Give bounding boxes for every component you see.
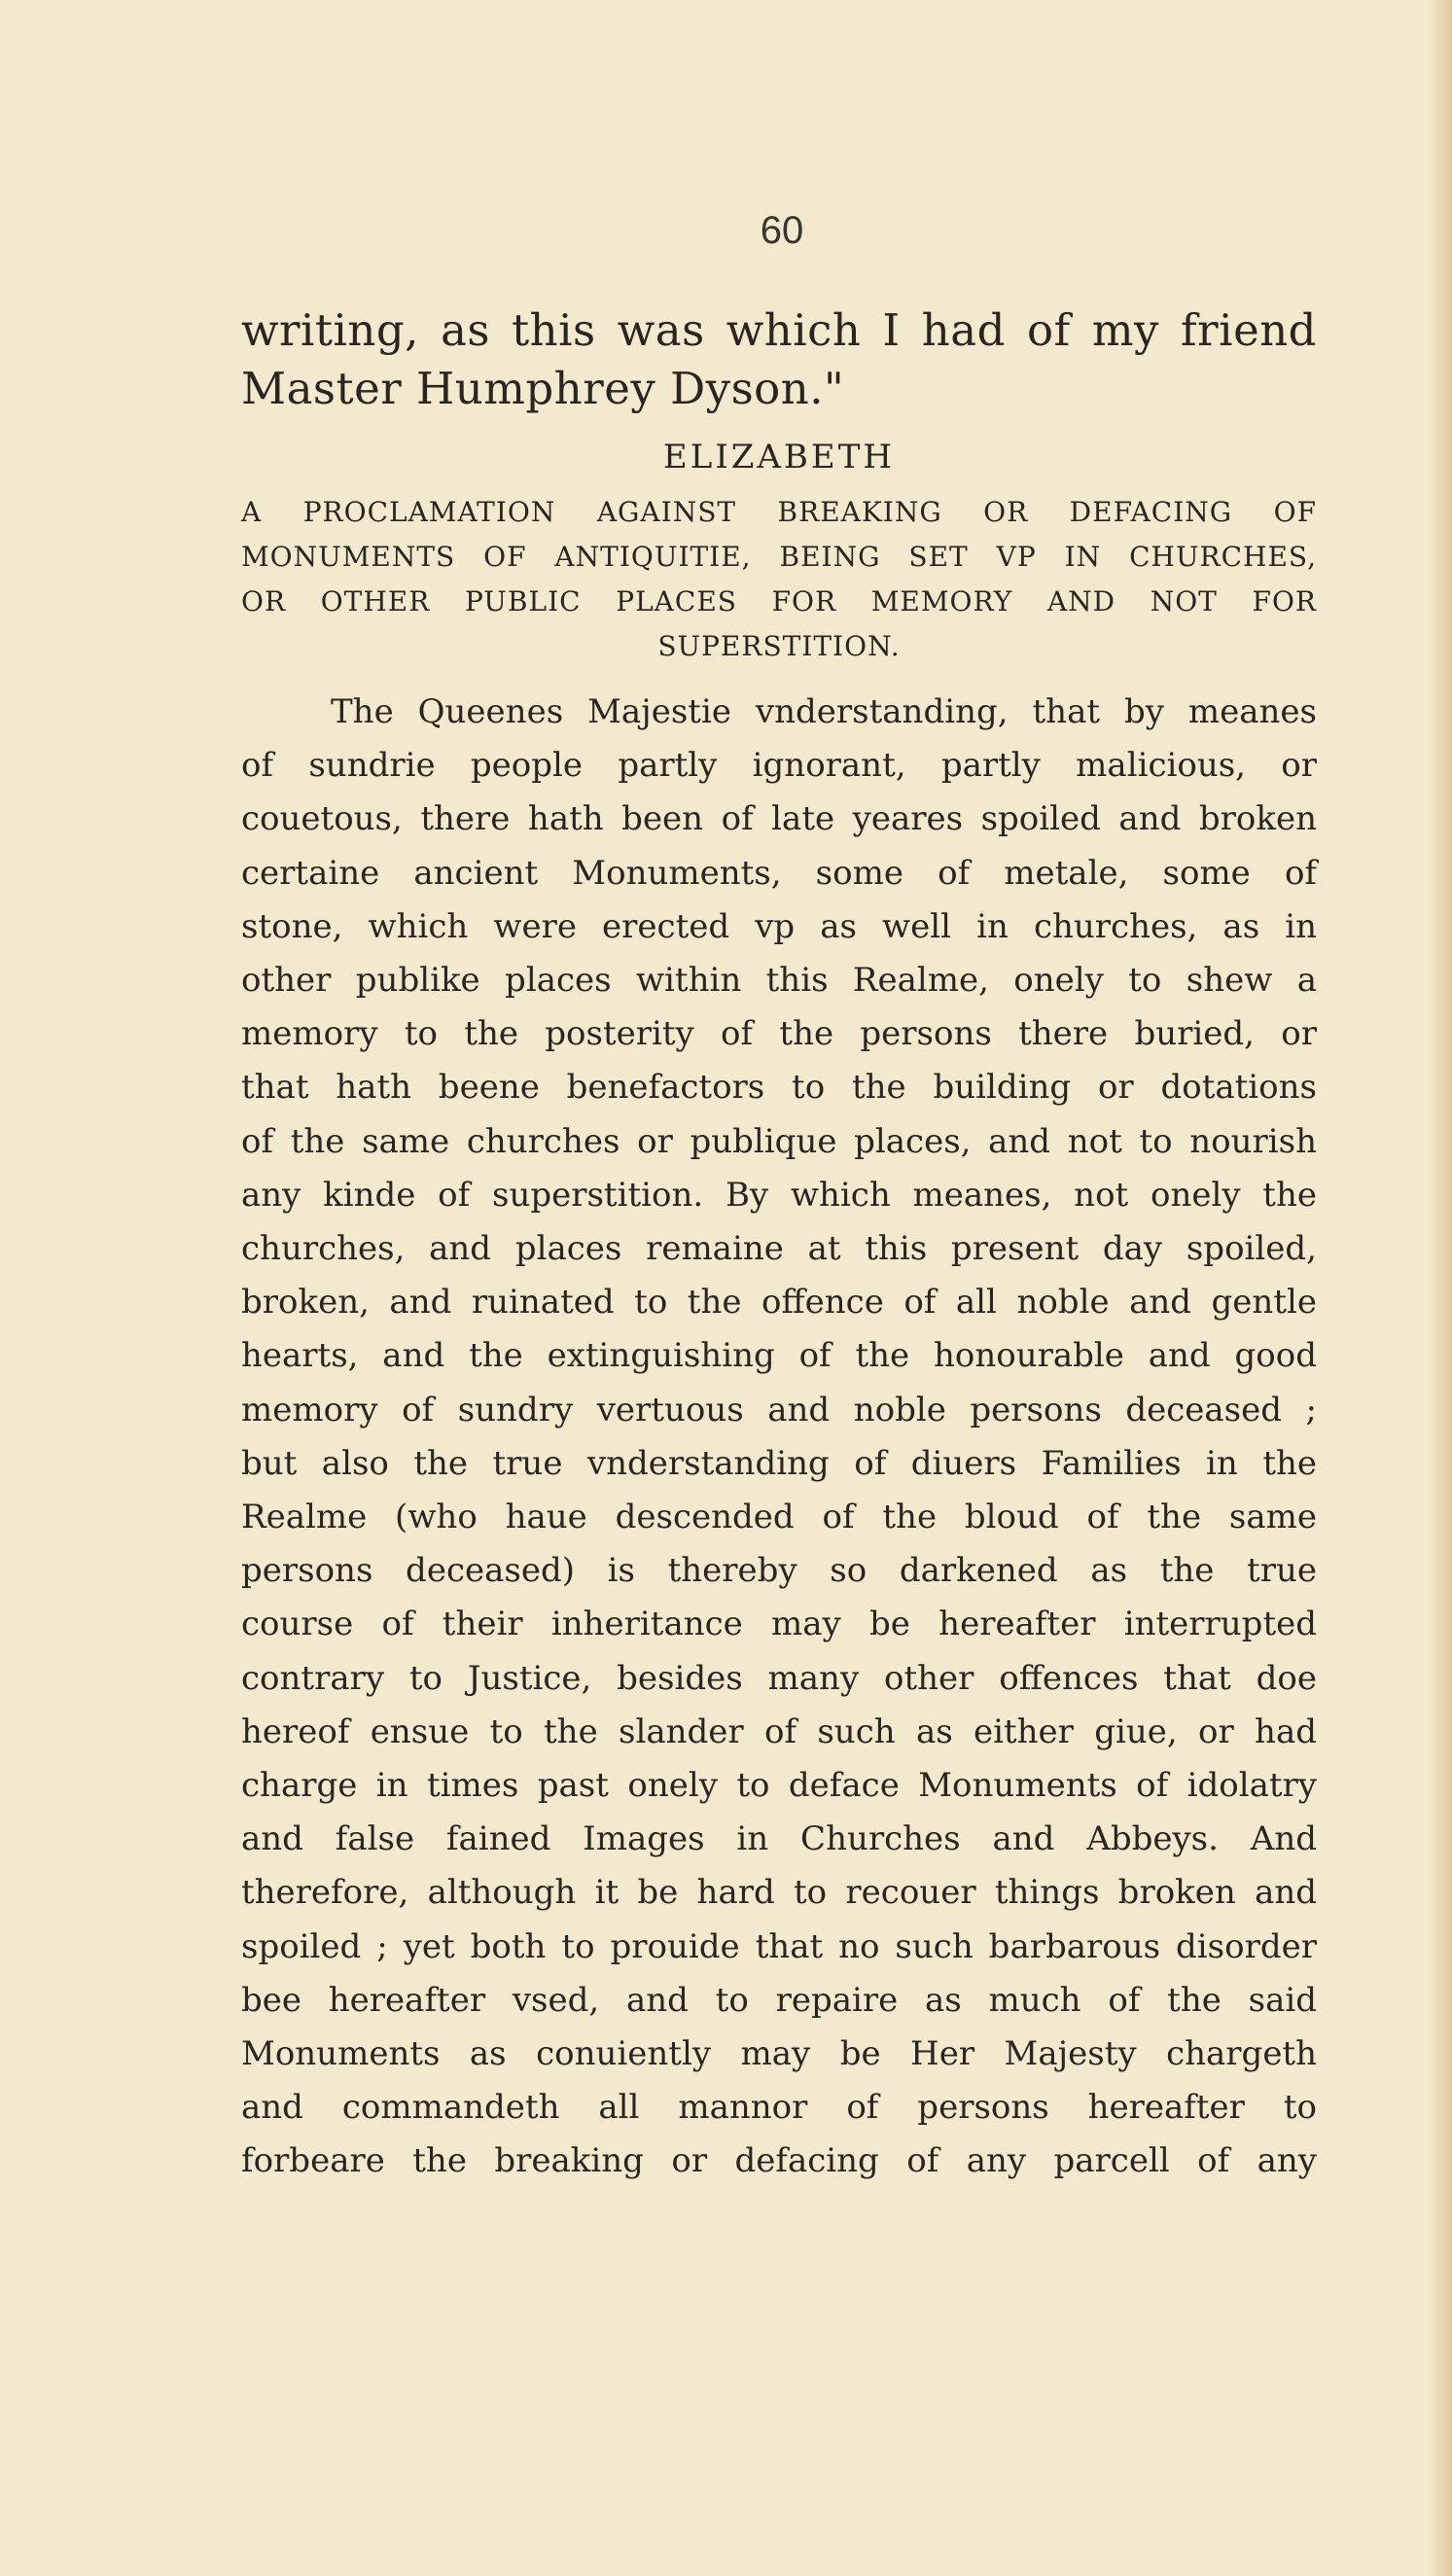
body-line: spoiled ; yet both to prouide that no such barbarous disorder <box>241 1926 1317 1966</box>
body-line: and false fained Images in Churches and Abbeys. And <box>241 1819 1317 1859</box>
body-line: other publike places within this Realme, onely to shew a <box>241 961 1317 1000</box>
body-line: churches, and places remaine at this present day spoiled, <box>241 1229 1317 1268</box>
body-line: and commandeth all mannor of persons hereafter to <box>241 2088 1317 2128</box>
body-line: memory of sundry vertuous and noble persons deceased ; <box>241 1390 1317 1429</box>
body-line: certaine ancient Monuments, some of metale, some of <box>241 853 1317 893</box>
body-line: but also the true vnderstanding of diuers Families in the <box>241 1443 1317 1483</box>
body-line: The Queenes Majestie vnderstanding, that by meanes <box>331 692 1317 731</box>
body-line: Realme (who haue descended of the bloud of the same <box>241 1498 1317 1536</box>
proclamation-subtitle-line: A PROCLAMATION AGAINST BREAKING OR DEFACING OF <box>241 496 1317 528</box>
proclamation-title: ELIZABETH <box>662 438 896 476</box>
body-line: hereof ensue to the slander of such as either giue, or had <box>241 1711 1317 1751</box>
body-line: persons deceased) is thereby so darkened as the true <box>241 1551 1317 1591</box>
body-line: of the same churches or publique places, and not to nourish <box>241 1121 1317 1161</box>
lead-line: writing, as this was which I had of my friend <box>241 304 1317 356</box>
lead-line: Master Humphrey Dyson." <box>241 363 845 414</box>
page-number: 60 <box>760 209 804 252</box>
body-line: stone, which were erected vp as well in churches, as in <box>241 906 1317 946</box>
proclamation-subtitle-line: OR OTHER PUBLIC PLACES FOR MEMORY AND NOT FOR <box>241 585 1317 618</box>
body-line: course of their inheritance may be hereafter interrupted <box>241 1605 1317 1644</box>
body-line: forbeare the breaking or defacing of any parcell of any <box>241 2141 1317 2181</box>
body-line: Monuments as conuiently may be Her Majesty chargeth <box>241 2034 1317 2073</box>
body-line: bee hereafter vsed, and to repaire as much of the said <box>241 1980 1317 2020</box>
body-line: contrary to Justice, besides many other offences that doe <box>241 1658 1317 1698</box>
body-line: charge in times past onely to deface Monuments of idolatry <box>241 1766 1317 1805</box>
body-line: any kinde of superstition. By which meanes, not onely the <box>241 1175 1317 1215</box>
page-edge <box>1431 0 1452 2576</box>
body-line: couetous, there hath been of late yeares spoiled and broken <box>241 799 1317 839</box>
body-line: of sundrie people partly ignorant, partly malicious, or <box>241 746 1317 786</box>
body-line: hearts, and the extinguishing of the honourable and good <box>241 1336 1317 1376</box>
body-line: that hath beene benefactors to the building or dotations <box>241 1068 1317 1108</box>
proclamation-subtitle-line: MONUMENTS OF ANTIQUITIE, BEING SET VP IN CHURCHES, <box>241 541 1317 573</box>
body-line: broken, and ruinated to the offence of all noble and gentle <box>241 1283 1317 1323</box>
body-line: therefore, although it be hard to recouer things broken and <box>241 1873 1317 1913</box>
body-line: memory to the posterity of the persons there buried, or <box>241 1014 1317 1054</box>
proclamation-subtitle-line: SUPERSTITION. <box>657 630 901 662</box>
